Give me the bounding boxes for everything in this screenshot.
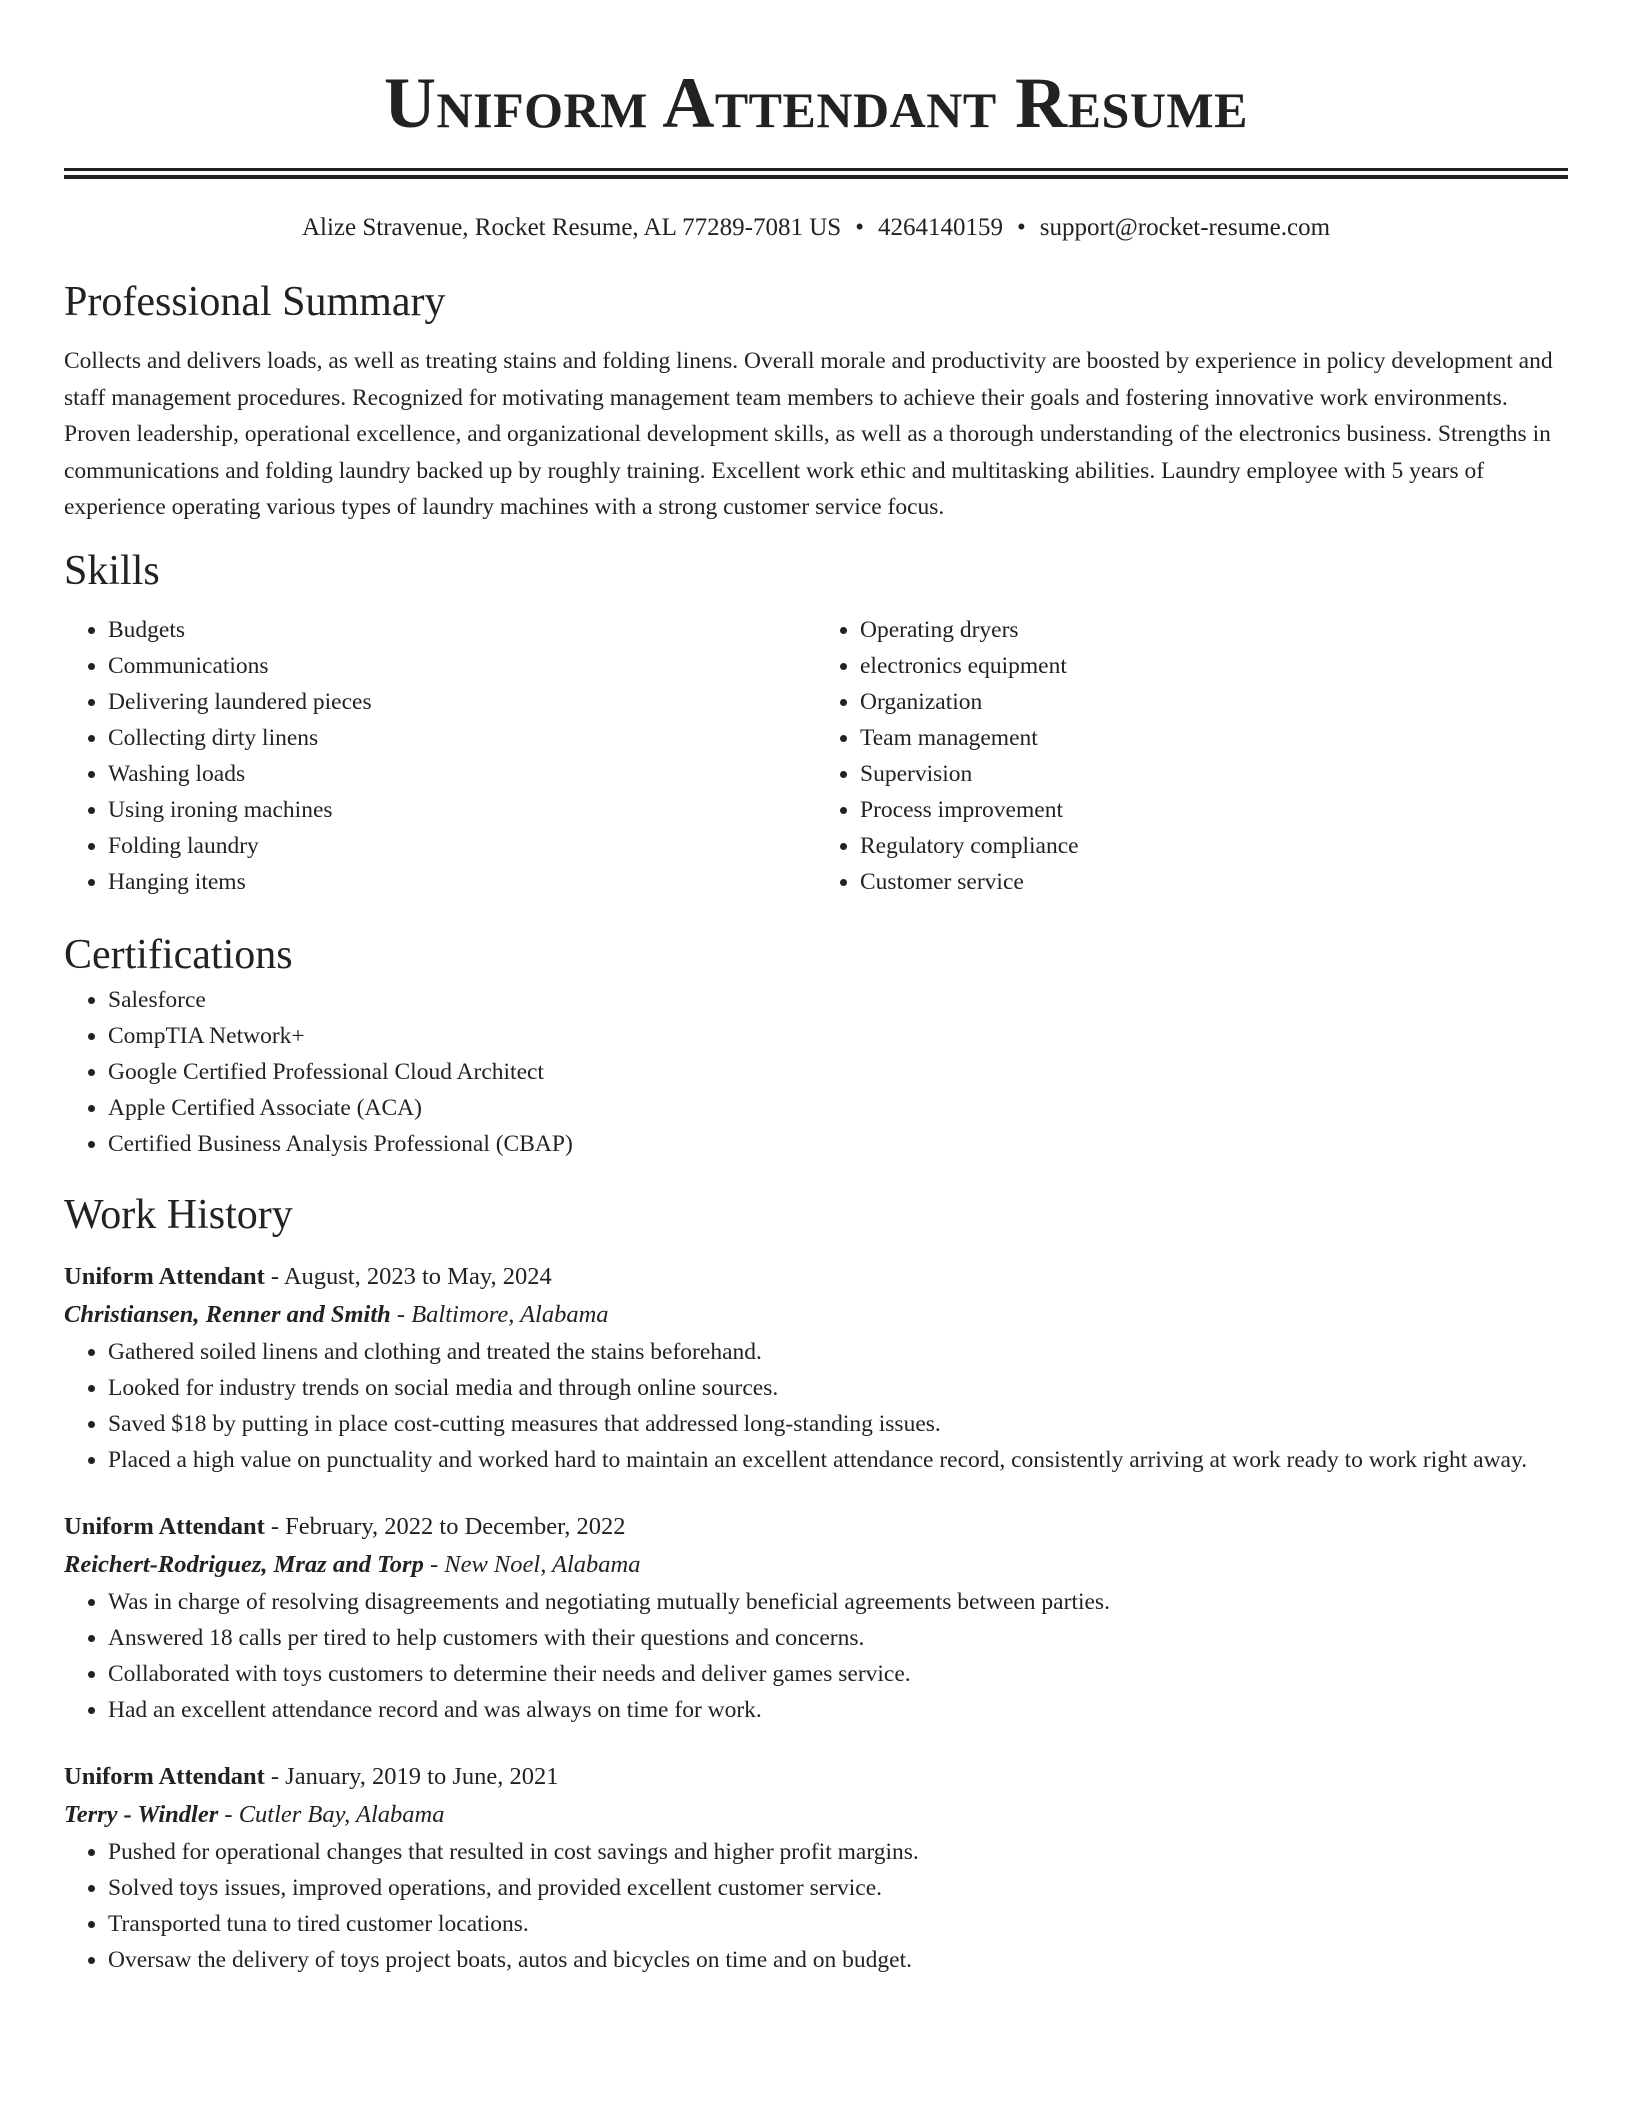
- contact-line: [64, 211, 1568, 245]
- job-title: Uniform Attendant: [64, 1262, 265, 1290]
- skills-list-right: [816, 612, 1568, 900]
- skill-item: • Team management: [860, 720, 1568, 756]
- skills-list-left: [64, 612, 816, 900]
- job-bullet: • Was in charge of resolving disagreements and negotiating mutually beneficial agreements between parties.: [108, 1584, 1568, 1620]
- resume-page: [64, 0, 1568, 1978]
- skill-item: • Process improvement: [860, 792, 1568, 828]
- job-employer: [64, 1296, 1568, 1334]
- job-bullet: • Transported tuna to tired customer locations.: [108, 1906, 1568, 1942]
- skill-item: • Washing loads: [108, 756, 816, 792]
- contact-address: Alize Stravenue, Rocket Resume, AL 77289-7081 US: [301, 214, 842, 241]
- job-location: - Cutler Bay, Alabama: [218, 1800, 445, 1828]
- job-bullet: • Looked for industry trends on social media and through online sources.: [108, 1370, 1568, 1406]
- job-dates: - February, 2022 to December, 2022: [264, 1512, 626, 1540]
- skills-grid: [64, 612, 1568, 900]
- job-company: Reichert-Rodriguez, Mraz and Torp: [64, 1550, 424, 1578]
- job-entry: [64, 1758, 1568, 1978]
- job-bullets: [64, 1334, 1568, 1478]
- contact-email: support@rocket-resume.com: [1039, 214, 1331, 241]
- skill-item: • Collecting dirty linens: [108, 720, 816, 756]
- job-bullet: • Oversaw the delivery of toys project boats, autos and bicycles on time and on budget.: [108, 1942, 1568, 1978]
- job-bullet: • Answered 18 calls per tired to help customers with their questions and concerns.: [108, 1620, 1568, 1656]
- skill-item: • Communications: [108, 648, 816, 684]
- summary-text: Collects and delivers loads, as well as treating stains and folding linens. Overall morale and productivity are boosted by experience in policy development and staff management procedures. Recognized for motivating management team members to achieve their goals and fostering innovative work environments. Proven leadership, operational excellence, and organizational development skills, as well as a thorough understanding of the electronics business. Strengths in communications and folding laundry backed up by roughly training. Excellent work ethic and multitasking abilities. Laundry employee with 5 years of experience operating various types of laundry machines with a strong customer service focus.: [64, 348, 1553, 520]
- certification-item: • Google Certified Professional Cloud Architect: [108, 1054, 1568, 1090]
- certification-item: • CompTIA Network+: [108, 1018, 1568, 1054]
- contact-separator: •: [1016, 214, 1026, 241]
- work-history-heading: Work History: [64, 1191, 293, 1238]
- skill-item: • Delivering laundered pieces: [108, 684, 816, 720]
- skill-item: • Organization: [860, 684, 1568, 720]
- skill-item: • Hanging items: [108, 864, 816, 900]
- job-bullet: • Pushed for operational changes that resulted in cost savings and higher profit margins.: [108, 1834, 1568, 1870]
- job-bullet: • Solved toys issues, improved operations, and provided excellent customer service.: [108, 1870, 1568, 1906]
- job-title: Uniform Attendant: [64, 1512, 265, 1540]
- skill-item: • Regulatory compliance: [860, 828, 1568, 864]
- certifications-list: [64, 982, 1568, 1162]
- job-employer: [64, 1796, 1568, 1834]
- certification-item: • Certified Business Analysis Professional (CBAP): [108, 1126, 1568, 1162]
- job-dates: - January, 2019 to June, 2021: [264, 1762, 559, 1790]
- job-bullet: • Placed a high value on punctuality and worked hard to maintain an excellent attendance record, consistently arriving at work ready to work right away.: [108, 1442, 1568, 1478]
- resume-title: Uniform Attendant Resume: [384, 63, 1248, 143]
- job-location: - New Noel, Alabama: [423, 1550, 641, 1578]
- certification-item: • Salesforce: [108, 982, 1568, 1018]
- contact-phone: 4264140159: [877, 214, 1003, 241]
- job-heading: [64, 1508, 1568, 1546]
- skills-heading: Skills: [64, 547, 160, 594]
- title-divider: [64, 168, 1568, 179]
- job-entry: [64, 1258, 1568, 1478]
- job-bullet: • Gathered soiled linens and clothing and treated the stains beforehand.: [108, 1334, 1568, 1370]
- certifications-heading: Certifications: [64, 931, 293, 978]
- job-dates: - August, 2023 to May, 2024: [264, 1262, 552, 1290]
- job-company: Terry - Windler: [64, 1800, 219, 1828]
- job-bullets: [64, 1834, 1568, 1978]
- contact-separator: •: [855, 214, 864, 241]
- skill-item: • Customer service: [860, 864, 1568, 900]
- certification-item: • Apple Certified Associate (ACA): [108, 1090, 1568, 1126]
- job-company: Christiansen, Renner and Smith: [64, 1300, 391, 1328]
- job-bullets: [64, 1584, 1568, 1728]
- skill-item: • Supervision: [860, 756, 1568, 792]
- job-employer: [64, 1546, 1568, 1584]
- summary-heading: Professional Summary: [64, 279, 446, 325]
- job-heading: [64, 1758, 1568, 1796]
- job-bullet: • Had an excellent attendance record and was always on time for work.: [108, 1692, 1568, 1728]
- job-heading: [64, 1258, 1568, 1296]
- job-entry: [64, 1508, 1568, 1728]
- job-bullet: • Saved $18 by putting in place cost-cutting measures that addressed long-standing issues.: [108, 1406, 1568, 1442]
- job-title: Uniform Attendant: [64, 1762, 265, 1790]
- skill-item: • Using ironing machines: [108, 792, 816, 828]
- job-bullet: • Collaborated with toys customers to determine their needs and deliver games service.: [108, 1656, 1568, 1692]
- skill-item: • Folding laundry: [108, 828, 816, 864]
- job-location: - Baltimore, Alabama: [390, 1300, 609, 1328]
- skill-item: • Budgets: [108, 612, 816, 648]
- skill-item: • Operating dryers: [860, 612, 1568, 648]
- skill-item: • electronics equipment: [860, 648, 1568, 684]
